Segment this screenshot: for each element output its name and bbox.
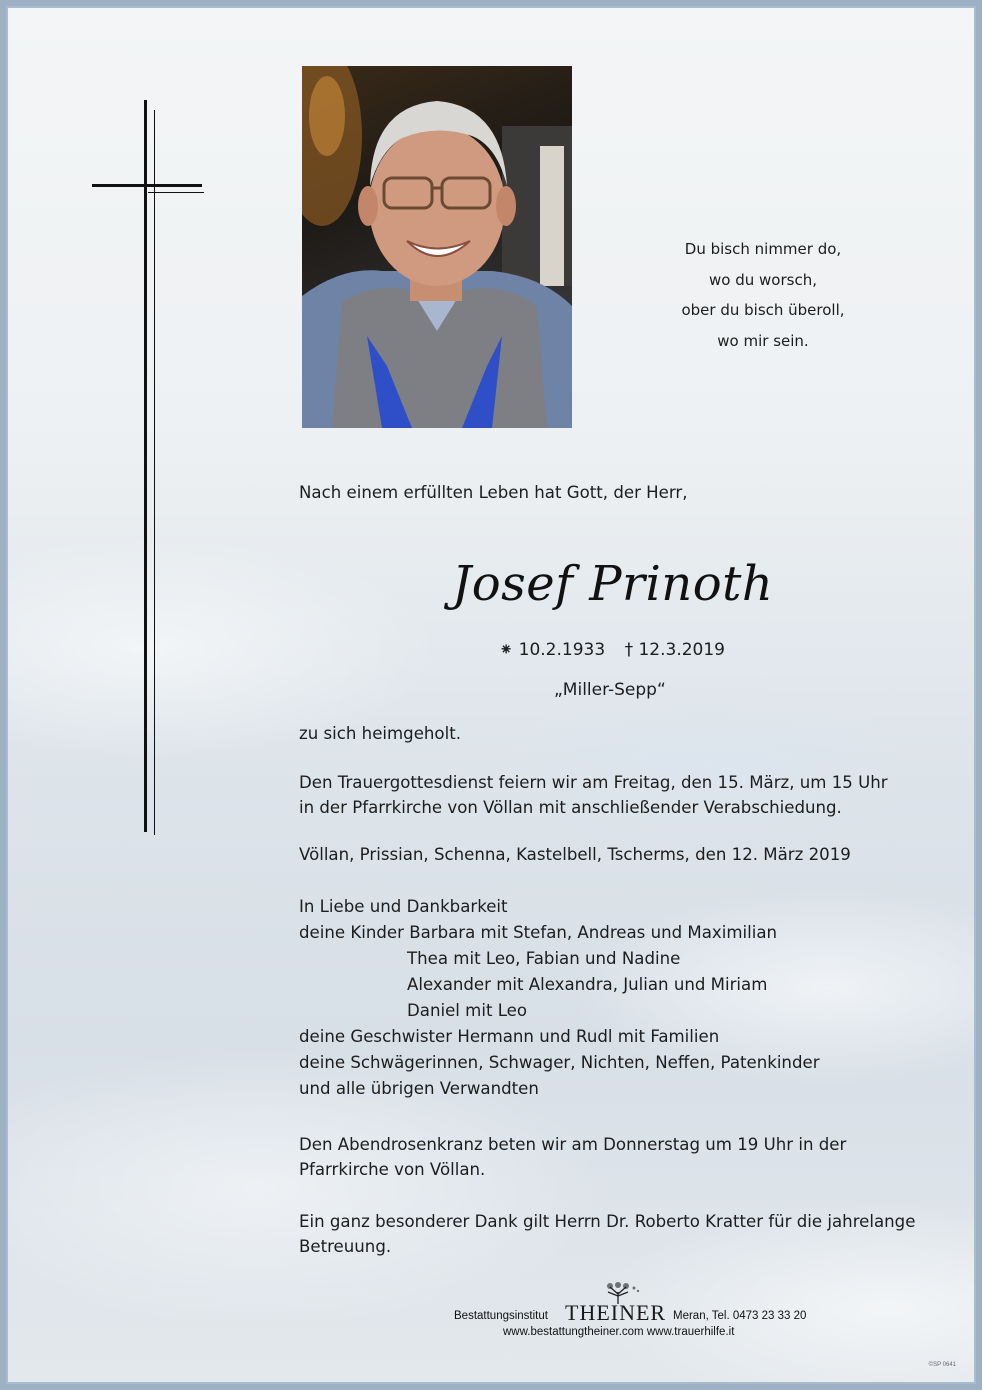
service-line: in der Pfarrkirche von Völlan mit anschließender Verabschiedung.	[299, 797, 842, 817]
mourner-line: Daniel mit Leo	[407, 1001, 528, 1020]
thanks-line: Betreuung.	[299, 1236, 392, 1256]
poem-line: wo mir sein.	[717, 331, 809, 350]
service-info	[299, 771, 888, 820]
print-code: ©SP 0641	[928, 1362, 956, 1368]
service-line: Den Trauergottesdienst feiern wir am Freitag, den 15. März, um 15 Uhr	[299, 773, 888, 792]
mourner-line: deine Geschwister Hermann und Rudl mit Familien	[299, 1027, 720, 1046]
deceased-name: Josef Prinoth	[452, 556, 774, 612]
mourner-line: Alexander mit Alexandra, Julian und Miriam	[407, 975, 768, 994]
footer-contact: Meran, Tel. 0473 23 33 20	[673, 1310, 807, 1322]
rosary-info	[299, 1133, 846, 1182]
footer-web: www.bestattungtheiner.com www.trauerhilfe.it	[503, 1326, 735, 1338]
mourner-line: Thea mit Leo, Fabian und Nadine	[407, 949, 681, 968]
heimgeholt-text: zu sich heimgeholt.	[299, 724, 461, 743]
birth-date: ⁕ 10.2.1933	[499, 640, 606, 660]
poem-line: ober du bisch überoll,	[681, 301, 845, 319]
mourner-line: und alle übrigen Verwandten	[299, 1079, 539, 1098]
poem-line: wo du worsch,	[709, 270, 817, 289]
life-dates	[499, 640, 739, 660]
rosary-line: Pfarrkirche von Völlan.	[299, 1159, 486, 1179]
cross-vertical-bar	[144, 100, 147, 832]
mourners-list	[299, 894, 820, 1102]
cross-vertical-line	[154, 110, 155, 835]
mourner-line: deine Schwägerinnen, Schwager, Nichten, Neffen, Patenkinder	[299, 1053, 820, 1072]
thanks-line: Ein ganz besonderer Dank gilt Herrn Dr. Roberto Kratter für die jahrelange	[299, 1212, 916, 1231]
mourner-line: In Liebe und Dankbarkeit	[299, 897, 508, 916]
death-date: † 12.3.2019	[624, 640, 726, 660]
thanks-text	[299, 1210, 915, 1259]
footer-brand: THEINER	[565, 1300, 667, 1325]
rosary-line: Den Abendrosenkranz beten wir am Donnerstag um 19 Uhr in der	[299, 1135, 847, 1154]
nickname: „Miller-Sepp“	[554, 680, 666, 700]
poem-line: Du bisch nimmer do,	[684, 240, 842, 258]
cross-horizontal-bar	[92, 184, 202, 187]
footer-institute: Bestattungsinstitut	[454, 1310, 548, 1322]
place-date: Völlan, Prissian, Schenna, Kastelbell, Tscherms, den 12. März 2019	[299, 845, 851, 864]
portrait-photo	[302, 66, 572, 428]
cross-horizontal-line	[148, 192, 204, 193]
obituary-page	[6, 6, 976, 1384]
memorial-poem	[648, 234, 878, 356]
mourner-line: deine Kinder Barbara mit Stefan, Andreas und Maximilian	[299, 923, 778, 942]
intro-text: Nach einem erfüllten Leben hat Gott, der Herr,	[299, 483, 688, 502]
